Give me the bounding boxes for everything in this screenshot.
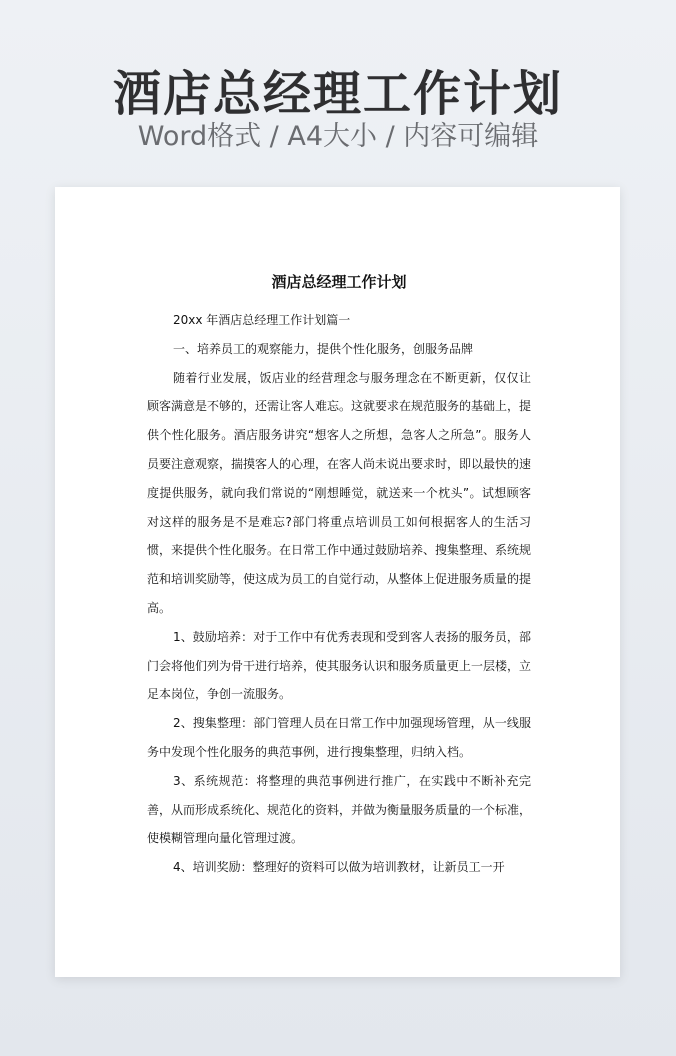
document-paragraph: 2、搜集整理：部门管理人员在日常工作中加强现场管理，从一线服务中发现个性化服务的典范事例，进行搜集整理，归纳入档。	[147, 716, 531, 759]
banner-title: 酒店总经理工作计划	[112, 66, 563, 122]
document-paragraph: 4、培训奖励：整理好的资料可以做为培训教材，让新员工一开	[173, 860, 505, 875]
document-paragraph: 20xx 年酒店总经理工作计划篇一	[173, 313, 351, 327]
document-body	[147, 271, 531, 882]
document-paragraph: 3、系统规范：将整理的典范事例进行推广，在实践中不断补充完善，从而形成系统化、规范化的资料，并做为衡量服务质量的一个标准，使模糊管理向量化管理过渡。	[147, 773, 532, 846]
document-paragraph: 一、培养员工的观察能力，提供个性化服务，创服务品牌	[173, 341, 474, 356]
document-page	[55, 187, 620, 977]
document-paragraph: 1、鼓励培养：对于工作中有优秀表现和受到客人表扬的服务员，部门会将他们列为骨干进行培养，使其服务认识和服务质量更上一层楼，立足本岗位，争创一流服务。	[147, 629, 532, 702]
document-paragraph: 随着行业发展，饭店业的经营理念与服务理念在不断更新，仅仅让顾客满意是不够的，还需让客人难忘。这就要求在规范服务的基础上，提供个性化服务。酒店服务讲究“想客人之所想，急客人之所急”。服务人员要注意观察，揣摸客人的心理，在客人尚未说出要求时，即以最快的速度提供服务，就向我们常说的“刚想睡觉，就送来一个枕头”。试想顾客对这样的服务是不是难忘?部门将重点培训员工如何根据客人的生活习惯，来提供个性化服务。在日常工作中通过鼓励培养、搜集整理、系统规范和培训奖励等，使这成为员工的自觉行动，从整体上促进服务质量的提高。	[147, 370, 532, 615]
banner-subtitle: Word格式 / A4大小 / 内容可编辑	[137, 121, 539, 152]
document-title: 酒店总经理工作计划	[271, 273, 407, 291]
